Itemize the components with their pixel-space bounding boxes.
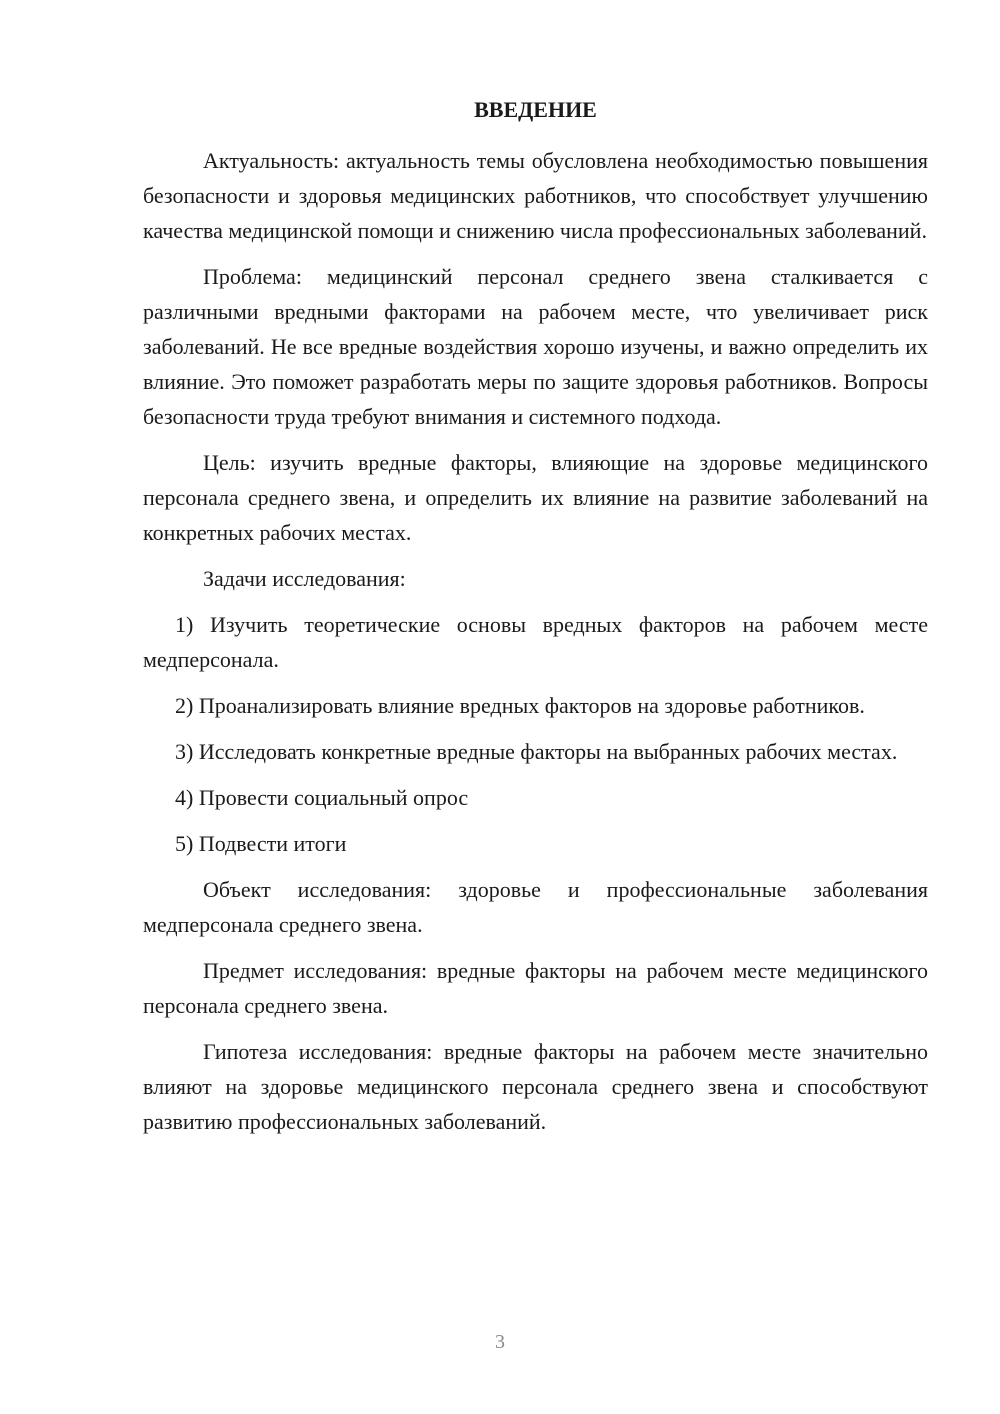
paragraph-relevance: Актуальность: актуальность темы обусловлена необходимостью повышения безопасности и здоровья медицинских работников, что способствует улучшению качества медицинской помощи и снижению числа профессиональных заболеваний. [143, 148, 928, 243]
task-item-5: 5) Подвести итоги [175, 831, 347, 856]
document-page [143, 92, 928, 1150]
paragraph-subject: Предмет исследования: вредные факторы на рабочем месте медицинского персонала среднего звена. [143, 958, 928, 1018]
task-item-4: 4) Провести социальный опрос [175, 785, 469, 810]
page-number: 3 [495, 1331, 505, 1353]
paragraph-tasks-heading: Задачи исследования: [203, 566, 406, 591]
section-title: ВВЕДЕНИЕ [474, 97, 597, 122]
paragraph-goal: Цель: изучить вредные факторы, влияющие на здоровье медицинского персонала среднего звена, и определить их влияние на развитие заболеваний на конкретных рабочих местах. [143, 450, 928, 545]
paragraph-problem: Проблема: медицинский персонал среднего звена сталкивается с различными вредными факторами на рабочем месте, что увеличивает риск заболеваний. Не все вредные воздействия хорошо изучены, и важно определить их влияние. Это поможет разработать меры по защите здоровья работников. Вопросы безопасности труда требуют внимания и системного подхода. [143, 264, 928, 429]
paragraph-object: Объект исследования: здоровье и профессиональные заболевания медперсонала среднего звена. [143, 877, 928, 937]
task-item-2: 2) Проанализировать влияние вредных факторов на здоровье работников. [175, 693, 865, 718]
paragraph-hypothesis: Гипотеза исследования: вредные факторы на рабочем месте значительно влияют на здоровье медицинского персонала среднего звена и способствуют развитию профессиональных заболеваний. [143, 1039, 928, 1134]
task-item-1: 1) Изучить теоретические основы вредных факторов на рабочем месте медперсонала. [143, 612, 928, 672]
task-item-3: 3) Исследовать конкретные вредные факторы на выбранных рабочих местах. [175, 739, 898, 764]
